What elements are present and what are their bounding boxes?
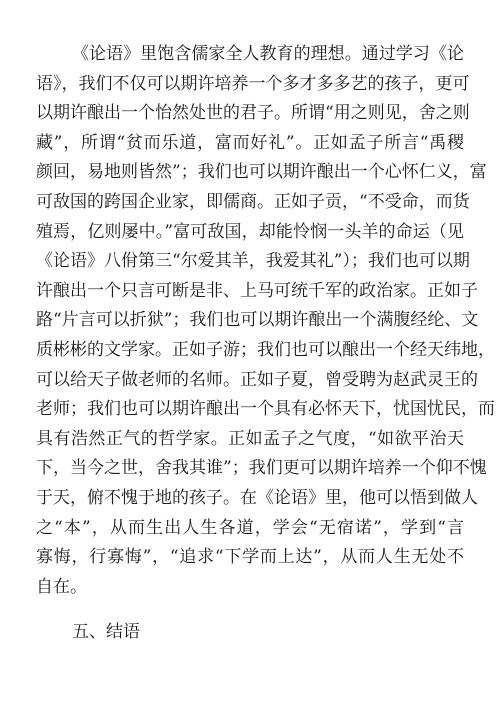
paragraph-line: 之“本”，从而生出人生各道，学会“无宿诺”，学到“言 bbox=[36, 517, 464, 538]
paragraph-line: 老师；我们也可以期许酿出一个具有必怀天下，忧国忧民，而 bbox=[36, 399, 495, 420]
paragraph-line: 自在。 bbox=[36, 576, 87, 597]
paragraph-line: 于天，俯不愧于地的孩子。在《论语》里，他可以悟到做人 bbox=[36, 487, 478, 508]
paragraph-line: 《论语》里饱含儒家全人教育的理想。通过学习《论 bbox=[72, 44, 464, 64]
paragraph-line: 许酿出一个只言可断是非、上马可统千军的政治家。正如子 bbox=[36, 280, 478, 301]
paragraph-line: 藏”，所谓“贫而乐道，富而好礼”。正如孟子所言“禹稷 bbox=[36, 132, 464, 153]
paragraph-line: 可以给天子做老师的名师。正如子夏，曾受聘为赵武灵王的 bbox=[36, 369, 478, 390]
paragraph-line: 语》，我们不仅可以期许培养一个多才多多艺的孩子，更可 bbox=[36, 73, 470, 94]
paragraph-line: 质彬彬的文学家。正如子游；我们也可以酿出一个经天纬地， bbox=[36, 339, 495, 360]
paragraph-line: 具有浩然正气的哲学家。正如孟子之气度，“如欲平治天 bbox=[36, 428, 464, 449]
document-page bbox=[36, 40, 495, 648]
paragraph-line: 可敌国的跨国企业家，即儒商。正如子贡，“不受命，而货 bbox=[36, 191, 470, 212]
paragraph-line: 以期许酿出一个怡然处世的君子。所谓“用之则见，舍之则 bbox=[36, 103, 470, 124]
paragraph-line: 颜回，易地则皆然”；我们也可以期许酿出一个心怀仁义，富 bbox=[36, 162, 487, 183]
paragraph-line: 殖焉，亿则屡中。”富可敌国，却能怜悯一头羊的命运（见 bbox=[36, 221, 464, 242]
paragraph-line: 路“片言可以折狱”；我们也可以期许酿出一个满腹经纶、文 bbox=[36, 310, 479, 331]
paragraph-line: 下，当今之世，舍我其谁”；我们更可以期许培养一个仰不愧 bbox=[36, 458, 487, 479]
body-paragraph bbox=[36, 40, 495, 602]
paragraph-line: 《论语》八佾第三“尔爱其羊，我爱其礼”）；我们也可以期 bbox=[36, 251, 470, 272]
section-heading: 五、结语 bbox=[72, 622, 140, 643]
paragraph-line: 寡悔，行寡悔”，“追求“下学而上达”，从而人生无处不 bbox=[36, 547, 464, 568]
